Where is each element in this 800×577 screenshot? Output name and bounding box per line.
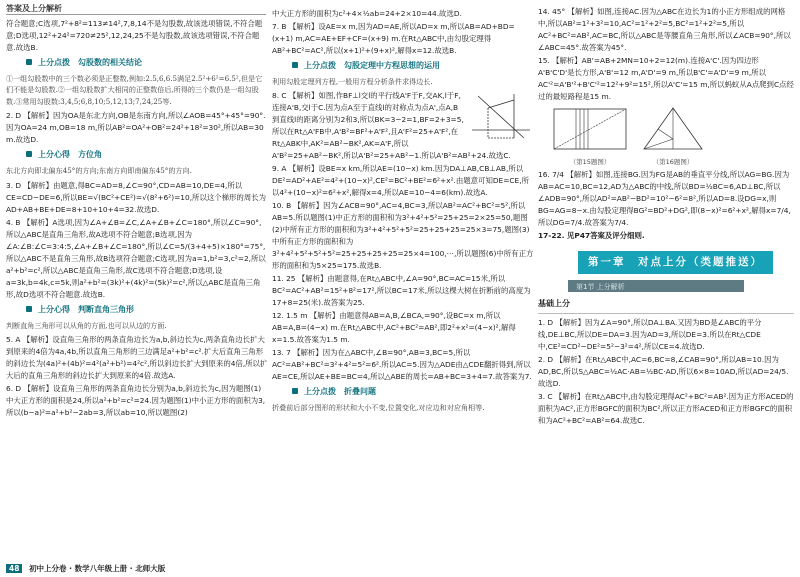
answer-12: 12. 1.5 m 【解析】由题意得AB=A,B,∠BCA,=90°,设BC=x m,所以AB=A,B=(4−x) m.在Rt△ABC中,AC²+BC²=AB²,即2²+x²=(4−x)²,解得x=1.5.故答案为1.5 m. bbox=[272, 311, 516, 345]
subsection-title: 基础上分 bbox=[538, 298, 794, 314]
figure-caption: （第15题图） bbox=[569, 157, 611, 166]
answer-2: 2. D 【解析】因为OA是东北方向,OB是东南方向,所以∠AOB=45°+45°=90°.因为OA=24 m,OB=18 m,所以AB²=OA²+OB²=24²+18²=30²,所以AB=30 m.故选D. bbox=[6, 111, 266, 145]
tip-text: 利用勾股定理列方程,一般用方程分析条件求得边长. bbox=[272, 76, 433, 86]
figures-row bbox=[550, 105, 794, 168]
section-banner: 第1节 上分解析 bbox=[568, 280, 744, 292]
answer-14: 14. 45° 【解析】如图,连接AC.因为△ABC在边长为1的小正方形组成的网格中,所以AB²=1²+3²=10,AC²=1²+2²=5,BC²=1²+2²=5,所以AC²+BC²=AB²,AC=BC,所以△ABC是等腰直角三角形,所以∠ACB=90°,所以∠ABC=45°.故答案为45°. bbox=[538, 7, 791, 52]
answer-8: 8. C 【解析】如图,作BF⊥l交l的平行线A'F于F,交AK,l于F,连接A'B,交l于C.因为点A至于直线l的对称点为点A',点A,B到直线l的距离分别为2和3,所以BK=3−2=1,BF=2+3=5,所以在Rt△A'FB中,A'B²=BF²+A'F²,且A'F²=25+A'F²,在Rt△ABK中,AK²=AB²−BK²,AK=A'F,所以A'B²=25+AB²−BK²,所以A'B²=25+AB²−1.所以A'B²=AB²+24.故选C. bbox=[272, 91, 511, 161]
bullet-icon bbox=[26, 306, 32, 312]
column-2 bbox=[272, 8, 534, 416]
header-divider bbox=[6, 14, 266, 15]
answer-16: 16. 7/4 【解析】如图,连接BG.因为FG是AB的垂直平分线,所以AG=BG.因为AB=AC=10,BC=12,AD为△ABC的中线,所以BD=½BC=6,AD⊥BC,所以∠ADB=90°,所以AD²=AB²−BD²=10²−6²=8²,所以AD=8.设DG=x,则BG=AG=8−x.由勾股定理得BG²=BD²+DG²,即(8−x)²=6²+x²,解得x=7/4,所以DG=7/4.故答案为7/4. bbox=[538, 170, 791, 228]
section-heading: 上分点拨 勾股数的相关结论 bbox=[26, 57, 268, 70]
tip-text: 判断直角三角形可以从角的方面,也可以从边的方面. bbox=[6, 320, 167, 330]
section-heading: 上分心得 判断直角三角形 bbox=[26, 304, 268, 317]
tip-text: 折叠前后部分图形的形状和大小不变,位置变化,对应边和对应角相等. bbox=[272, 402, 485, 412]
answer-11: 11. 25 【解析】由题意得,在Rt△ABC中,∠A=90°,BC=AC=15米,所以BC²=AC²+AB²=15²+8²=17²,所以BC=17米,所以这棵大树在折断前的高度为17+8=25(米).故答案为25. bbox=[272, 274, 531, 308]
section-heading: 上分心得 方位角 bbox=[26, 149, 268, 162]
figure-16-diagram bbox=[638, 105, 708, 153]
answer-6: 6. D 【解析】设直角三角形的两条直角边长分别为a,b,斜边长为c,因为题图(1)中大正方形的面积是24,所以a²+b²=c²=24.因为题图(1)中小正方形的面积为3,所以(b−a)²=a²+b²−2ab=3,所以ab=10,所以题图(2) bbox=[6, 383, 266, 417]
answer-15: 15. 【解析】AB'=AB+2MN=10+2=12(m).连接A'C'.因为四边形A'B'C'D'是长方形,A'B'=12 m,A'D'=9 m,所以B'C'=A'D'=9 m,所以AC'²=A'B'²+B'C'²=12²+9²=15²,所以A'C'=15 m,所以蚂蚁从A点爬到C点经过的最短路程是15 m. bbox=[538, 55, 794, 101]
answer-text: 中大正方形的面积为c²+4×½ab=24+2×10=44.故选D. bbox=[272, 9, 462, 18]
bullet-icon bbox=[292, 62, 298, 68]
column-3 bbox=[538, 6, 794, 428]
bullet-icon bbox=[292, 388, 298, 394]
section-heading: 上分点拨 勾股定理中方程思想的运用 bbox=[292, 60, 534, 73]
figure-caption: （第16题图） bbox=[652, 157, 694, 166]
page-header: 答案及上分解析 bbox=[6, 4, 62, 13]
basic-answer-1: 1. D 【解析】因为∠A=90°,所以DA⊥BA.又因为BD是∠ABC的平分线,DE⊥BC,所以DE=DA=3.因为AD=3,所以DE=3.所以在Rt△CDE中,CE²=CD²−DE²=5²−3²=4²,所以CE=4.故选D. bbox=[538, 318, 762, 352]
column-1 bbox=[6, 18, 268, 420]
chapter-title: 第一章 对点上分（类题推送） bbox=[578, 251, 773, 274]
tip-text: ①一组勾股数中的三个数必须是正整数,例如:2.5,6,6.5满足2.5²+6²=6.5²,但是它们不能是勾股数.②一组勾股数扩大相同的正整数倍后,所得的三个数仍是一组勾股数.③常用勾股数:3,4,5;6,8,10;5,12,13;7,24,25等. bbox=[6, 73, 263, 106]
answer-text: 符合题意;C选项,7²+8²=113≠14²,7,8,14不是勾股数,故该选项错误,不符合题意;D选项,12²+24²=720≠25²,12,24,25不是勾股数,故该选项错误,不符合题意.故选B. bbox=[6, 19, 263, 52]
answer-4: 4. B 【解析】A选项,因为∠A+∠B=∠C,∠A+∠B+∠C=180°,所以∠C=90°,所以△ABC是直角三角形,故A选项不符合题意;B选项,因为∠A:∠B:∠C=3:4:5,∠A+∠B+∠C=180°,所以∠C=5/(3+4+5)×180°=75°,所以△ABC不是直角三角形,故B选项符合题意;C选项,因为a=1,b²=3,c²=2,所以a²+b²=c²,所以△ABC是直角三角形,故C选项不符合题意;D选项,设a=3k,b=4k,c=5k,则a²+b²=(3k)²+(4k)²=(5k)²=c²,所以△ABC是直角三角形,故D选项不符合题意.故选B. bbox=[6, 217, 266, 299]
basic-answer-3: 3. C 【解析】在Rt△ABC中,由勾股定理得AC²+BC²=AB².因为正方形ACED的面积为AC²,正方形BGFC的面积为BC²,所以正方形ACED和正方形BGFC的面积和为AC²+BC²=AB²=64.故选C. bbox=[538, 392, 794, 426]
figure-15-diagram bbox=[550, 105, 630, 153]
figure-16 bbox=[638, 105, 708, 168]
answer-13: 13. 7 【解析】因为在△ABC中,∠B=90°,AB=3,BC=5,所以AC²=AB²+BC²=3²+4²=5²=6².所以AC=5.因为△ADE由△CDE翻折得到,所以AE=CE,所以AE+BE=BC=4,所以△ABE的周长=AB+BC=3+4=7.故答案为7. bbox=[272, 348, 532, 382]
answer-9: 9. A 【解析】设BE=x km,所以AE=(10−x) km.因为DA⊥AB,CB⊥AB,所以DE²=AD²+AE²=4²+(10−x)²,CE²=BC²+BE²=6²+x².由题意可知DE=CE,所以4²+(10−x)²=6²+x²,解得x=4,所以AE=10−4=6(km).故选A. bbox=[272, 164, 529, 198]
answer-3: 3. D 【解析】由题意,得BC=AD=8,∠C=90°,CD=AB=10,DE=4,所以CE=CD−DE=6,所以BE=√(BC²+CE²)=√(8²+6²)=10,所以这个梯形的周长为AD+AB+BE+DE=8+10+10+4=32.故选D. bbox=[6, 180, 266, 214]
basic-answer-2: 2. D 【解析】在Rt△ABC中,AC=6,BC=8,∠CAB=90°,所以AB=10.因为AD,BC,所以S△ABC=½AC·AB=½BC·AD,所以6×8=10AD,所以AD=24/5.故选D. bbox=[538, 355, 789, 389]
figure-15 bbox=[550, 105, 630, 168]
page-number: 48 bbox=[6, 564, 22, 573]
answer-7: 7. B 【解析】设AE=x m,因为AD=AE,所以AD=x m,所以AB=AD+BD=(x+1) m,AC=AE+EF+CF=(x+9) m.在Rt△ABC中,由勾股定理得AB²+BC²=AC²,所以(x+1)²+(9+x)²,解得x=12.故选B. bbox=[272, 21, 515, 55]
bullet-icon bbox=[26, 151, 32, 157]
page-footer bbox=[6, 563, 165, 574]
tip-text: 东北方向即北偏东45°的方向;东南方向即南偏东45°的方向. bbox=[6, 166, 192, 176]
figure-8-diagram bbox=[468, 90, 534, 144]
footer-title: 初中上分卷 · 数学八年级上册 · 北师大版 bbox=[29, 564, 166, 573]
answer-17-22: 17-22. 见P47答案及评分细则. bbox=[538, 231, 645, 241]
section-heading: 上分点拨 折叠问题 bbox=[292, 386, 534, 399]
answer-10: 10. B 【解析】因为∠ACB=90°,AC=4,BC=3,所以AB²=AC²+BC²=5²,所以AB=5.所以题图(1)中正方形的面积和为3²+4²+5²=25+25=2×25=50,题图(2)中所有正方形的面积和为3²+4²+5²+5²=25+25+25=25×3=75,题图(3)中所有正方形的面积和为3²+4²+5²+5²+5²=25+25+25+25=25×4=100,⋯,所以题图(6)中所有正方形的面积和为5×25=175.故选B. bbox=[272, 201, 534, 271]
answer-5: 5. A 【解析】设直角三角形的两条直角边长为a,b,斜边长为c,两条直角边长扩大到原来的4倍为4a,4b,所以直角三角形的三边满足a²+b²=c².扩大后直角三角形的斜边长为(4a)²+(4b)²=4²(a²+b²)=4²c²,所以斜边长扩大到原来的4倍,所以扩大后的直角三角形的斜边长扩大到原来的4倍.故选A. bbox=[6, 335, 268, 380]
bullet-icon bbox=[26, 59, 32, 65]
